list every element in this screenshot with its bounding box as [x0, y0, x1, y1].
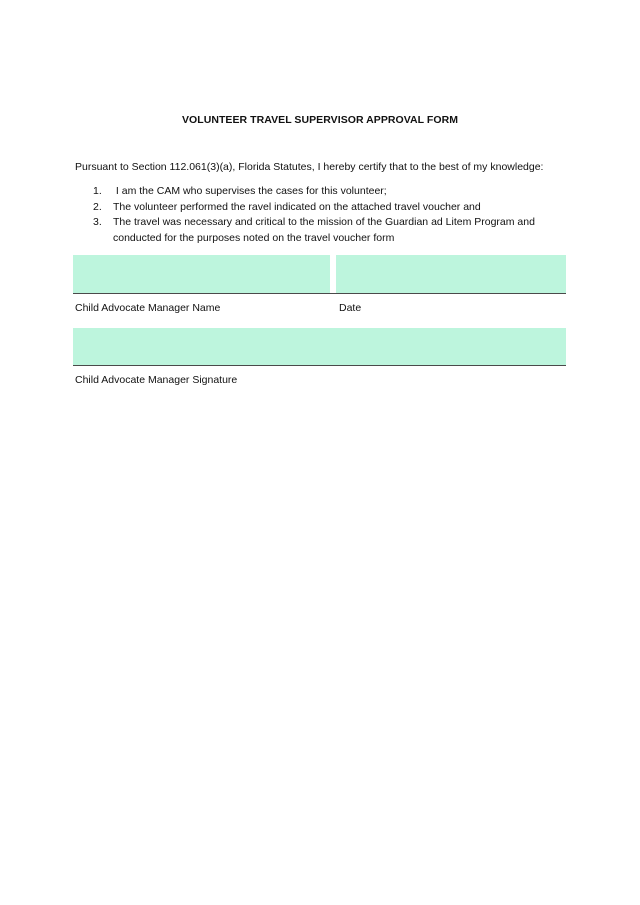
certification-list [75, 184, 575, 246]
list-item [75, 215, 575, 246]
list-item-text: I am the CAM who supervises the cases for this volunteer; [113, 185, 387, 197]
manager-name-label: Child Advocate Manager Name [75, 302, 221, 314]
list-item-text: The volunteer performed the ravel indicated on the attached travel voucher and [113, 200, 481, 213]
date-label: Date [339, 302, 362, 314]
intro-paragraph: Pursuant to Section 112.061(3)(a), Florida Statutes, I hereby certify that to the best of my knowledge: [75, 161, 544, 173]
manager-signature-label: Child Advocate Manager Signature [75, 374, 238, 386]
list-item [75, 184, 575, 200]
list-item [75, 200, 575, 216]
manager-name-field[interactable] [73, 255, 330, 293]
name-date-underline [73, 293, 566, 294]
list-item-number: 1. [93, 185, 102, 197]
list-item-number: 2. [93, 200, 102, 213]
manager-signature-field[interactable] [73, 328, 566, 365]
list-item-text: The travel was necessary and critical to the mission of the Guardian ad Litem Program and conducted for the purposes noted on the travel voucher form [113, 216, 535, 244]
date-field[interactable] [336, 255, 566, 293]
list-item-number: 3. [93, 216, 102, 228]
form-title: VOLUNTEER TRAVEL SUPERVISOR APPROVAL FORM [181, 114, 459, 126]
signature-underline [73, 365, 566, 366]
